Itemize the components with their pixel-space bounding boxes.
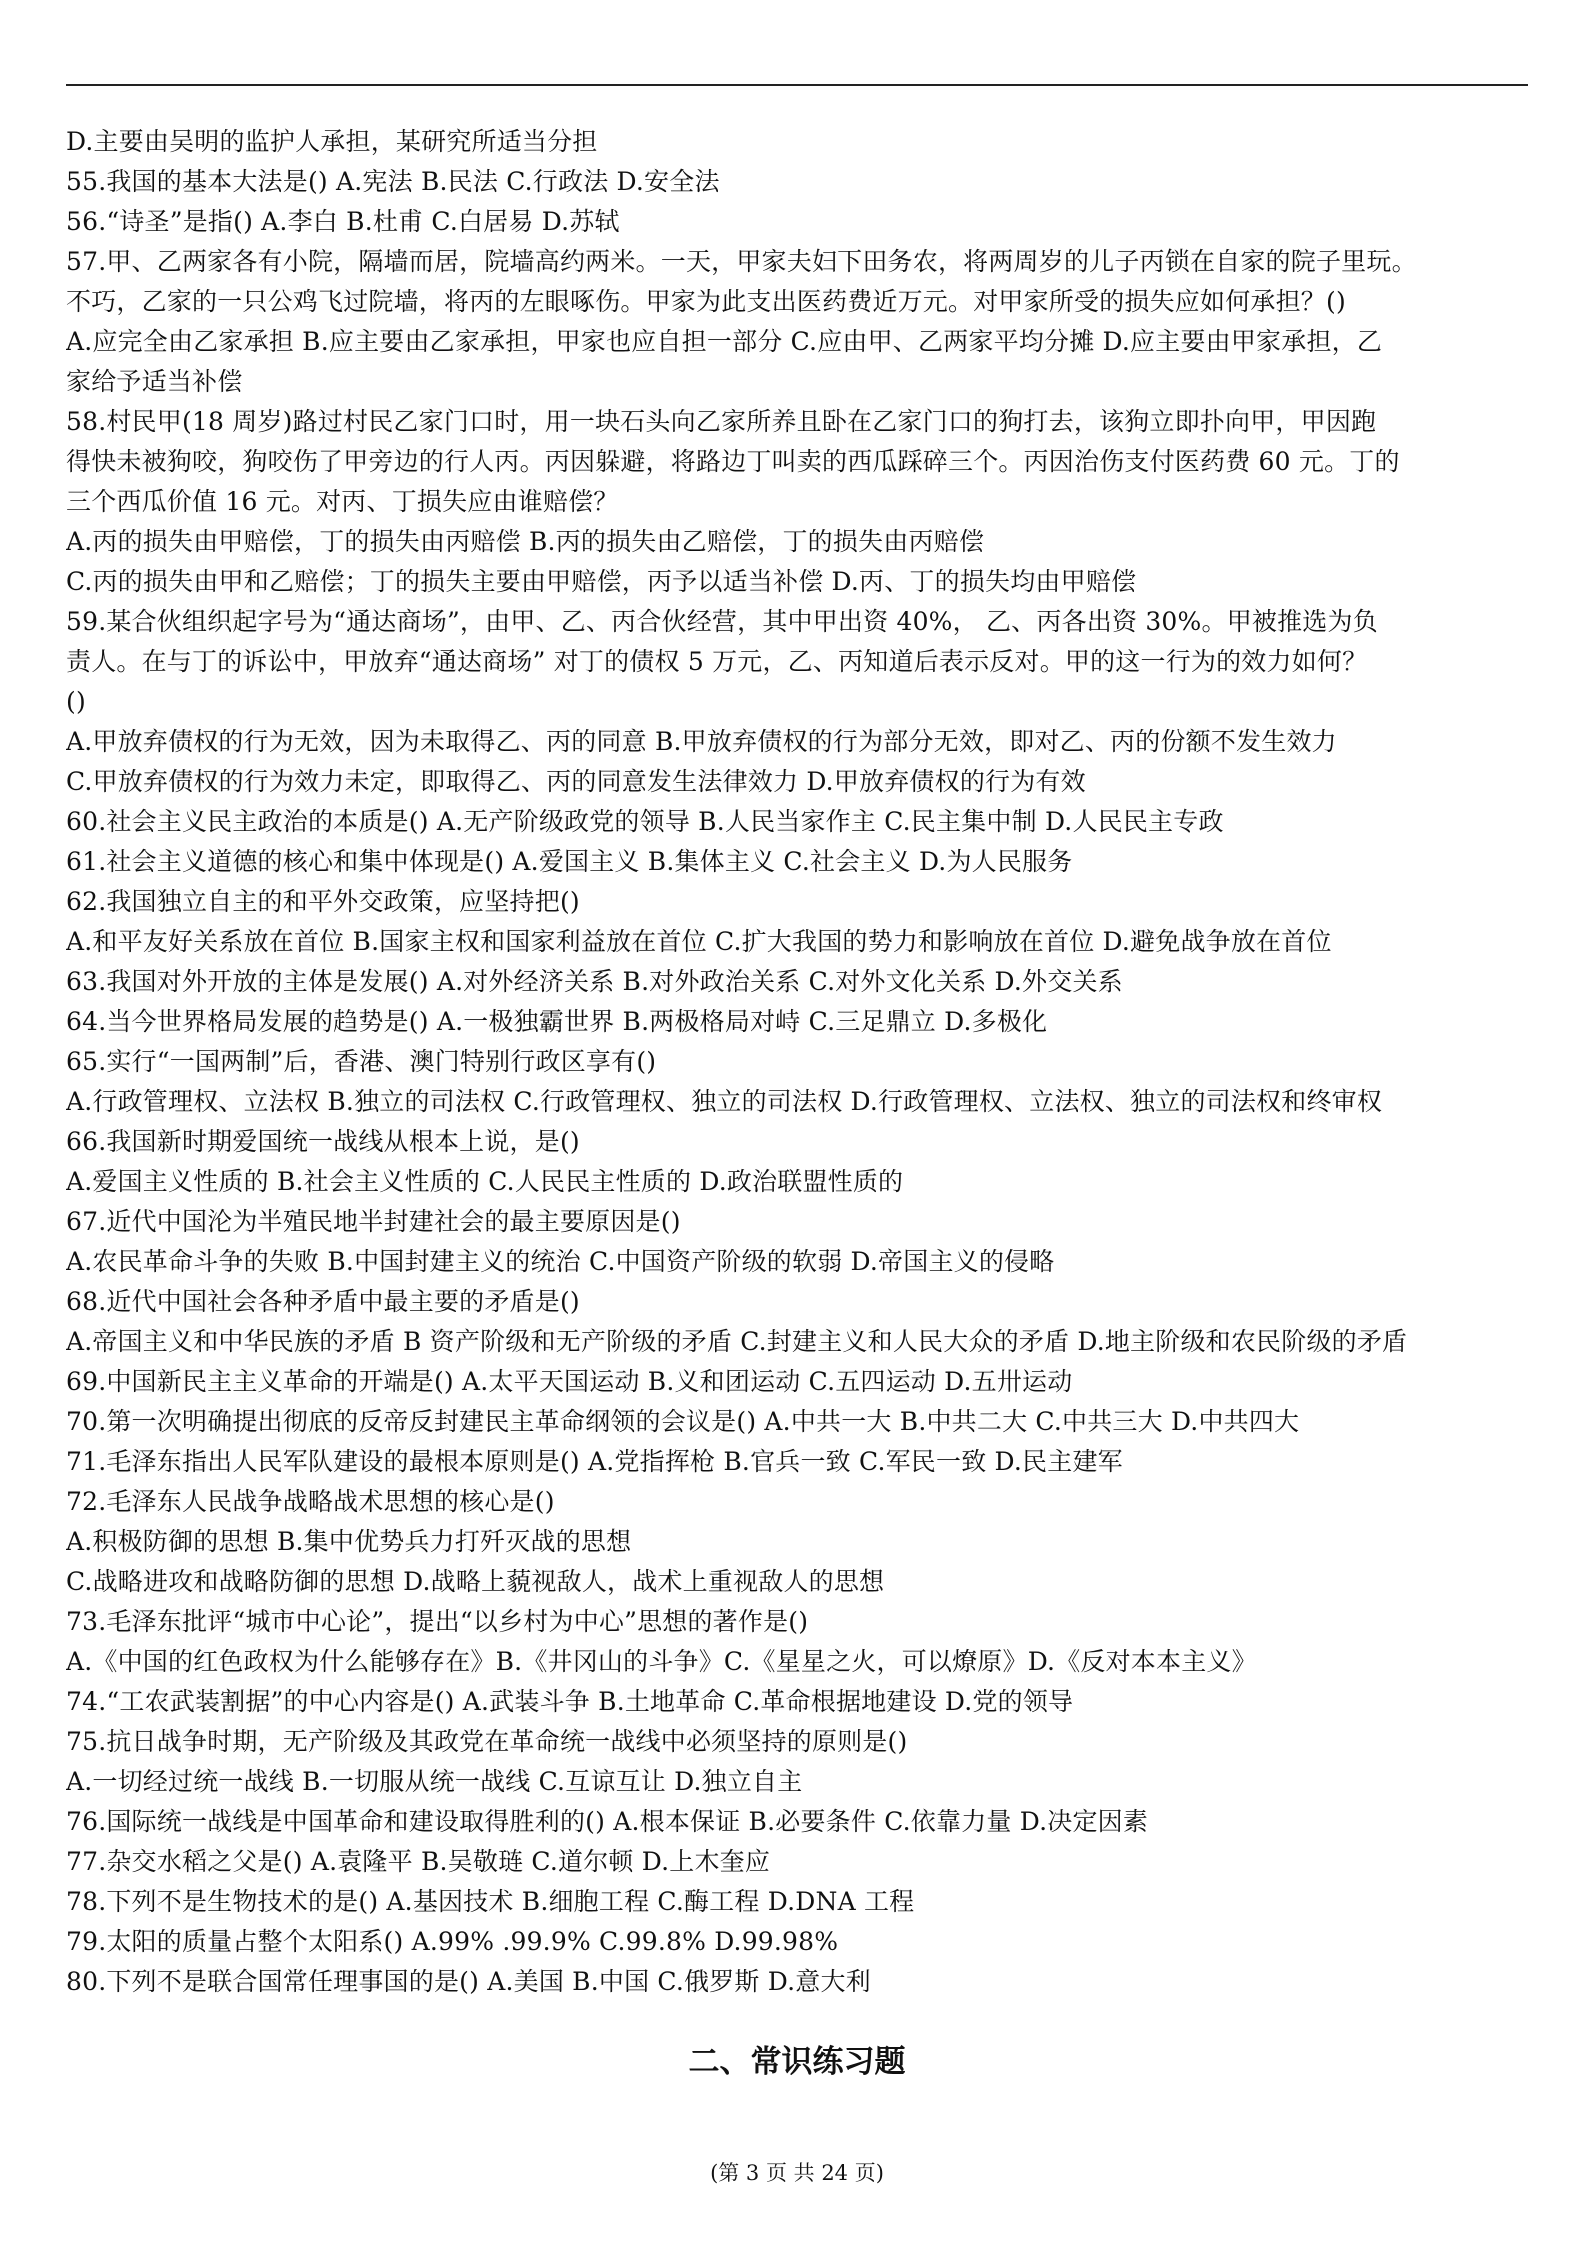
text-line: 59.某合伙组织起字号为“通达商场”，由甲、乙、丙合伙经营，其中甲出资 40%， 乙、丙各出资 30%。甲被推选为负 (66, 607, 1378, 636)
text-line: 三个西瓜价值 16 元。对丙、丁损失应由谁赔偿？ (66, 487, 619, 516)
text-line: A.一切经过统一战线 B.一切服从统一战线 C.互谅互让 D.独立自主 (66, 1767, 803, 1796)
text-line: 79.太阳的质量占整个太阳系() A.99% .99.9% C.99.8% D.99.98% (66, 1927, 839, 1956)
page-number: (第 3 页 共 24 页) (710, 2161, 884, 2185)
text-line: 75.抗日战争时期，无产阶级及其政党在革命统一战线中必须坚持的原则是() (66, 1727, 908, 1756)
text-line: 56.“诗圣”是指() A.李白 B.杜甫 C.白居易 D.苏轼 (66, 207, 620, 236)
text-line: 家给予适当补偿 (66, 367, 243, 396)
text-line: A.和平友好关系放在首位 B.国家主权和国家利益放在首位 C.扩大我国的势力和影响放在首位 D.避免战争放在首位 (66, 927, 1332, 956)
text-line: A.帝国主义和中华民族的矛盾 B 资产阶级和无产阶级的矛盾 C.封建主义和人民大众的矛盾 D.地主阶级和农民阶级的矛盾 (66, 1327, 1408, 1356)
text-line: 68.近代中国社会各种矛盾中最主要的矛盾是() (66, 1287, 580, 1316)
text-line: 责人。在与丁的诉讼中，甲放弃“通达商场” 对丁的债权 5 万元，乙、丙知道后表示反对。甲的这一行为的效力如何？ (66, 647, 1368, 676)
text-line: C.战略进攻和战略防御的思想 D.战略上藐视敌人，战术上重视敌人的思想 (66, 1567, 885, 1596)
text-line: D.主要由吴明的监护人承担，某研究所适当分担 (66, 127, 598, 156)
text-line: 55.我国的基本大法是() A.宪法 B.民法 C.行政法 D.安全法 (66, 167, 720, 196)
text-line: 78.下列不是生物技术的是() A.基因技术 B.细胞工程 C.酶工程 D.DNA 工程 (66, 1887, 915, 1916)
text-line: C.甲放弃债权的行为效力未定，即取得乙、丙的同意发生法律效力 D.甲放弃债权的行为有效 (66, 767, 1086, 796)
text-line: A.丙的损失由甲赔偿，丁的损失由丙赔偿 B.丙的损失由乙赔偿，丁的损失由丙赔偿 (66, 527, 985, 556)
text-line: 74.“工农武装割据”的中心内容是() A.武装斗争 B.土地革命 C.革命根据地建设 D.党的领导 (66, 1687, 1074, 1716)
text-line: A.《中国的红色政权为什么能够存在》B.《井冈山的斗争》C.《星星之火，可以燎原》D.《反对本本主义》 (66, 1647, 1257, 1676)
text-line: A.爱国主义性质的 B.社会主义性质的 C.人民民主性质的 D.政治联盟性质的 (66, 1167, 904, 1196)
text-line: 62.我国独立自主的和平外交政策，应坚持把() (66, 887, 580, 916)
text-line: A.应完全由乙家承担 B.应主要由乙家承担，甲家也应自担一部分 C.应由甲、乙两家平均分摊 D.应主要由甲家承担，乙 (66, 327, 1383, 356)
text-line: A.行政管理权、立法权 B.独立的司法权 C.行政管理权、独立的司法权 D.行政管理权、立法权、独立的司法权和终审权 (66, 1087, 1383, 1116)
text-line: 69.中国新民主主义革命的开端是() A.太平天国运动 B.义和团运动 C.五四运动 D.五卅运动 (66, 1367, 1073, 1396)
section-title: 二、常识练习题 (688, 2044, 906, 2080)
text-line: 77.杂交水稻之父是() A.袁隆平 B.吴敬琏 C.道尔顿 D.上木奎应 (66, 1847, 771, 1876)
text-line: 64.当今世界格局发展的趋势是() A.一极独霸世界 B.两极格局对峙 C.三足鼎立 D.多极化 (66, 1007, 1048, 1036)
text-line: 61.社会主义道德的核心和集中体现是() A.爱国主义 B.集体主义 C.社会主义 D.为人民服务 (66, 847, 1073, 876)
text-line: A.甲放弃债权的行为无效，因为未取得乙、丙的同意 B.甲放弃债权的行为部分无效，即对乙、丙的份额不发生效力 (66, 727, 1337, 756)
text-line: 65.实行“一国两制”后，香港、澳门特别行政区享有() (66, 1047, 657, 1076)
text-line: A.积极防御的思想 B.集中优势兵力打歼灭战的思想 (66, 1527, 632, 1556)
text-line: 76.国际统一战线是中国革命和建设取得胜利的() A.根本保证 B.必要条件 C.依靠力量 D.决定因素 (66, 1807, 1149, 1836)
text-line: 得快未被狗咬，狗咬伤了甲旁边的行人丙。丙因躲避，将路边丁叫卖的西瓜踩碎三个。丙因治伤支付医药费 60 元。丁的 (66, 447, 1400, 476)
text-line: 66.我国新时期爱国统一战线从根本上说，是() (66, 1127, 580, 1156)
text-line: 72.毛泽东人民战争战略战术思想的核心是() (66, 1487, 555, 1516)
text-line: 71.毛泽东指出人民军队建设的最根本原则是() A.党指挥枪 B.官兵一致 C.军民一致 D.民主建军 (66, 1447, 1123, 1476)
text-line: 73.毛泽东批评“城市中心论”，提出“以乡村为中心”思想的著作是() (66, 1607, 809, 1636)
text-line: 80.下列不是联合国常任理事国的是() A.美国 B.中国 C.俄罗斯 D.意大利 (66, 1967, 871, 1996)
text-line: 不巧，乙家的一只公鸡飞过院墙，将丙的左眼啄伤。甲家为此支出医药费近万元。对甲家所受的损失应如何承担？() (66, 287, 1346, 316)
text-line: 60.社会主义民主政治的本质是() A.无产阶级政党的领导 B.人民当家作主 C.民主集中制 D.人民民主专政 (66, 807, 1224, 836)
text-line: A.农民革命斗争的失败 B.中国封建主义的统治 C.中国资产阶级的软弱 D.帝国主义的侵略 (66, 1247, 1055, 1276)
text-line: C.丙的损失由甲和乙赔偿；丁的损失主要由甲赔偿，丙予以适当补偿 D.丙、丁的损失均由甲赔偿 (66, 567, 1137, 596)
text-line: 63.我国对外开放的主体是发展() A.对外经济关系 B.对外政治关系 C.对外文化关系 D.外交关系 (66, 967, 1123, 996)
text-line: 67.近代中国沦为半殖民地半封建社会的最主要原因是() (66, 1207, 681, 1236)
header-rule (66, 84, 1528, 86)
text-line: 70.第一次明确提出彻底的反帝反封建民主革命纲领的会议是() A.中共一大 B.中共二大 C.中共三大 D.中共四大 (66, 1407, 1300, 1436)
question-list (66, 122, 1528, 2002)
text-line: () (66, 687, 86, 716)
text-line: 57.甲、乙两家各有小院，隔墙而居，院墙高约两米。一天，甲家夫妇下田务农，将两周岁的儿子丙锁在自家的院子里玩。 (66, 247, 1417, 276)
text-line: 58.村民甲(18 周岁)路过村民乙家门口时，用一块石头向乙家所养且卧在乙家门口的狗打去，该狗立即扑向甲，甲因跑 (66, 407, 1377, 436)
